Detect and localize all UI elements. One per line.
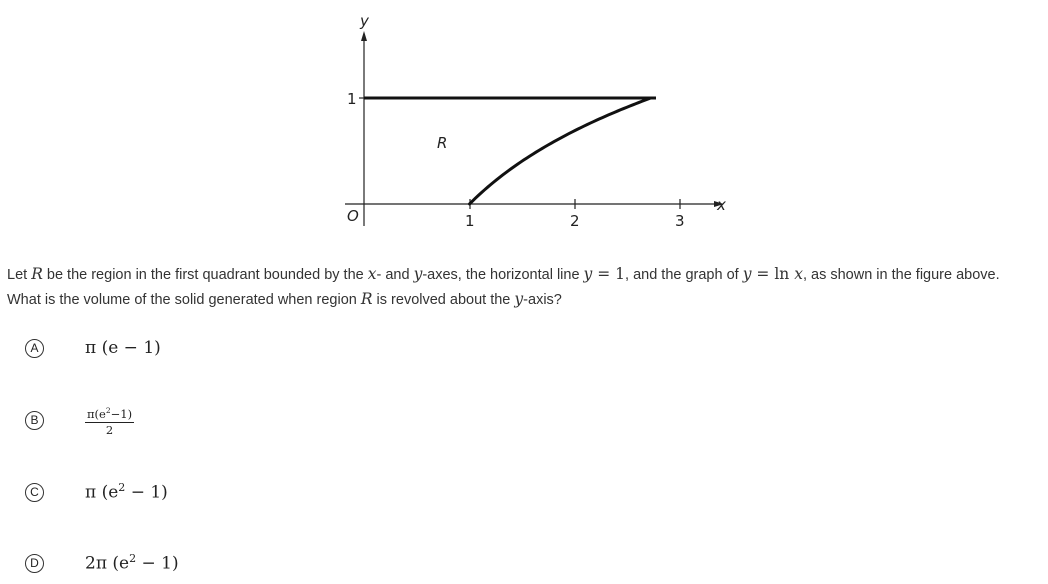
text: is revolved about the xyxy=(372,292,515,308)
text: be the region in the first quadrant bounded by the xyxy=(42,267,368,283)
choice-b-fraction xyxy=(85,407,134,437)
choice-d-bubble[interactable]: D xyxy=(25,554,44,573)
text: , as shown in the figure above. xyxy=(802,267,1000,283)
question-line-1 xyxy=(7,262,1047,287)
text: -axes, the horizontal line xyxy=(422,267,584,283)
text: Let xyxy=(7,267,32,283)
x-axis-label: x xyxy=(717,196,726,214)
y-axis-label: y xyxy=(360,12,369,30)
choice-c-bubble[interactable]: C xyxy=(25,483,44,502)
choice-b-bubble[interactable]: B xyxy=(25,411,44,430)
math-x: x xyxy=(367,265,377,283)
choice-d-answer: 2π $(e^2 - 1)$ xyxy=(85,552,179,574)
x-tick-label-1: 1 xyxy=(465,212,475,230)
choice-b[interactable] xyxy=(25,406,133,438)
question-text xyxy=(7,262,1047,312)
y-axis-arrow xyxy=(361,31,367,41)
region-label: R xyxy=(437,134,448,152)
question-line-2 xyxy=(7,287,1047,312)
choice-c[interactable] xyxy=(25,478,168,506)
text: , and the graph of xyxy=(625,267,743,283)
x-tick-label-2: 2 xyxy=(570,212,580,230)
math-y: y xyxy=(514,290,524,308)
text: -axis? xyxy=(523,292,562,308)
math-y: y xyxy=(742,265,752,283)
choice-a-answer xyxy=(85,338,161,358)
choice-c-answer: π $(e^2 - 1)$ xyxy=(85,481,168,503)
math-r: R xyxy=(360,290,373,308)
choice-a-bubble[interactable]: A xyxy=(25,339,44,358)
choice-a[interactable] xyxy=(25,334,161,362)
math-y: y xyxy=(413,265,423,283)
math-r: R xyxy=(31,265,43,283)
choice-b-denominator: 2 xyxy=(105,423,114,438)
region-figure xyxy=(0,0,1048,240)
origin-label: O xyxy=(347,207,359,225)
choice-b-numerator: $\pi(e^2-1)$ xyxy=(85,407,134,423)
choice-b-answer xyxy=(85,403,134,437)
choice-a-expr: π (e − 1) xyxy=(85,338,161,358)
y-tick-label-1: 1 xyxy=(347,90,357,108)
x-tick-label-3: 3 xyxy=(675,212,685,230)
math-eq-1: = 1 xyxy=(592,265,626,283)
choice-d[interactable] xyxy=(25,549,179,577)
ln-curve xyxy=(470,98,651,204)
math-y: y xyxy=(583,265,593,283)
text: What is the volume of the solid generated when region xyxy=(7,292,361,308)
math-x: x xyxy=(794,265,803,283)
text: - and xyxy=(376,267,414,283)
math-eq-ln: = ln xyxy=(751,265,795,283)
